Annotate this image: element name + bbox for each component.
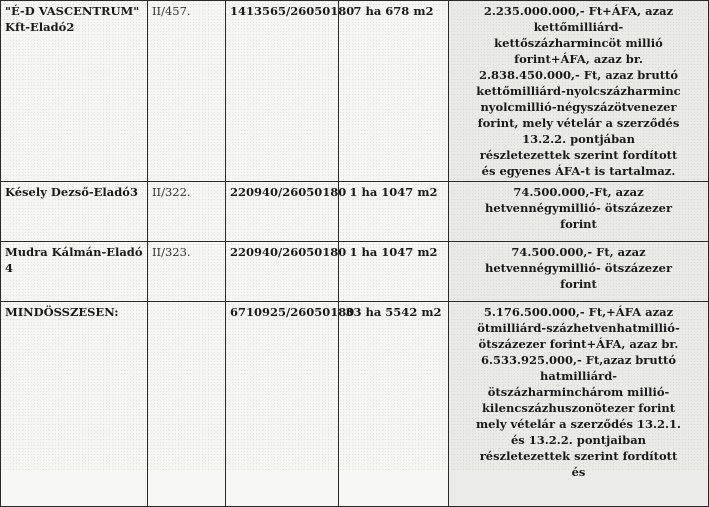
price-text: 5.176.500.000,- Ft,+ÁFA azaz ötmilliárd-százhetvenhatmillió- ötszázezer forint+ÁFA, azaz br. 6.533.925.000,- Ft,azaz bruttó hatmilliárd-ötszázharminchárom millió-kilencszázhuszonötezer forint mely vételár a szerződés 13.2.1. és 13.2.2. pontjaiban részletezettek szerint fordított és [476, 305, 681, 479]
parcel-number-cell: II/322. [148, 182, 226, 242]
area-cell: 33 ha 5542 m2 [339, 302, 449, 507]
total-label-cell: MINDÖSSZESEN: [1, 302, 148, 507]
parcel-number-cell: II/323. [148, 242, 226, 302]
seller-name-cell: Mudra Kálmán-Eladó 4 [1, 242, 148, 302]
table-row [1, 1, 709, 182]
seller-name-cell: Késely Dezső-Eladó3 [1, 182, 148, 242]
table-row [1, 242, 709, 302]
area-cell: 1 ha 1047 m2 [339, 242, 449, 302]
parcel-number-cell: II/457. [148, 1, 226, 182]
price-text: 2.235.000.000,- Ft+ÁFA, azaz kettőmilliárd-kettőszázharmincöt millió forint+ÁFA, azaz br. 2.838.450.000,- Ft, azaz bruttó kettőmilliárd-nyolcszázharminc nyolcmillió-négyszázötvenezer forint, mely vételár a szerződés 13.2.2. pontjában részletezettek szerint fordított és egyenes ÁFA-t is tartalmaz. [476, 4, 681, 178]
seller-name-cell: "É-D VASCENTRUM" Kft-Eladó2 [1, 1, 148, 182]
price-cell [449, 302, 709, 507]
ownership-share-cell: 6710925/26050180 [226, 302, 339, 507]
parcel-number-cell [148, 302, 226, 507]
table-row [1, 182, 709, 242]
area-cell: 1 ha 1047 m2 [339, 182, 449, 242]
price-text: 74.500.000,-Ft, azaz hetvennégymillió- ötszázezer forint [484, 185, 673, 231]
price-cell [449, 242, 709, 302]
area-cell: 7 ha 678 m2 [339, 1, 449, 182]
ownership-share-cell: 1413565/26050180 [226, 1, 339, 182]
price-text: 74.500.000,- Ft, azaz hetvennégymillió- ötszázezer forint [484, 245, 673, 291]
table-row-total [1, 302, 709, 507]
ownership-share-cell: 220940/26050180 [226, 182, 339, 242]
price-cell [449, 1, 709, 182]
ownership-share-cell: 220940/26050180 [226, 242, 339, 302]
price-cell [449, 182, 709, 242]
